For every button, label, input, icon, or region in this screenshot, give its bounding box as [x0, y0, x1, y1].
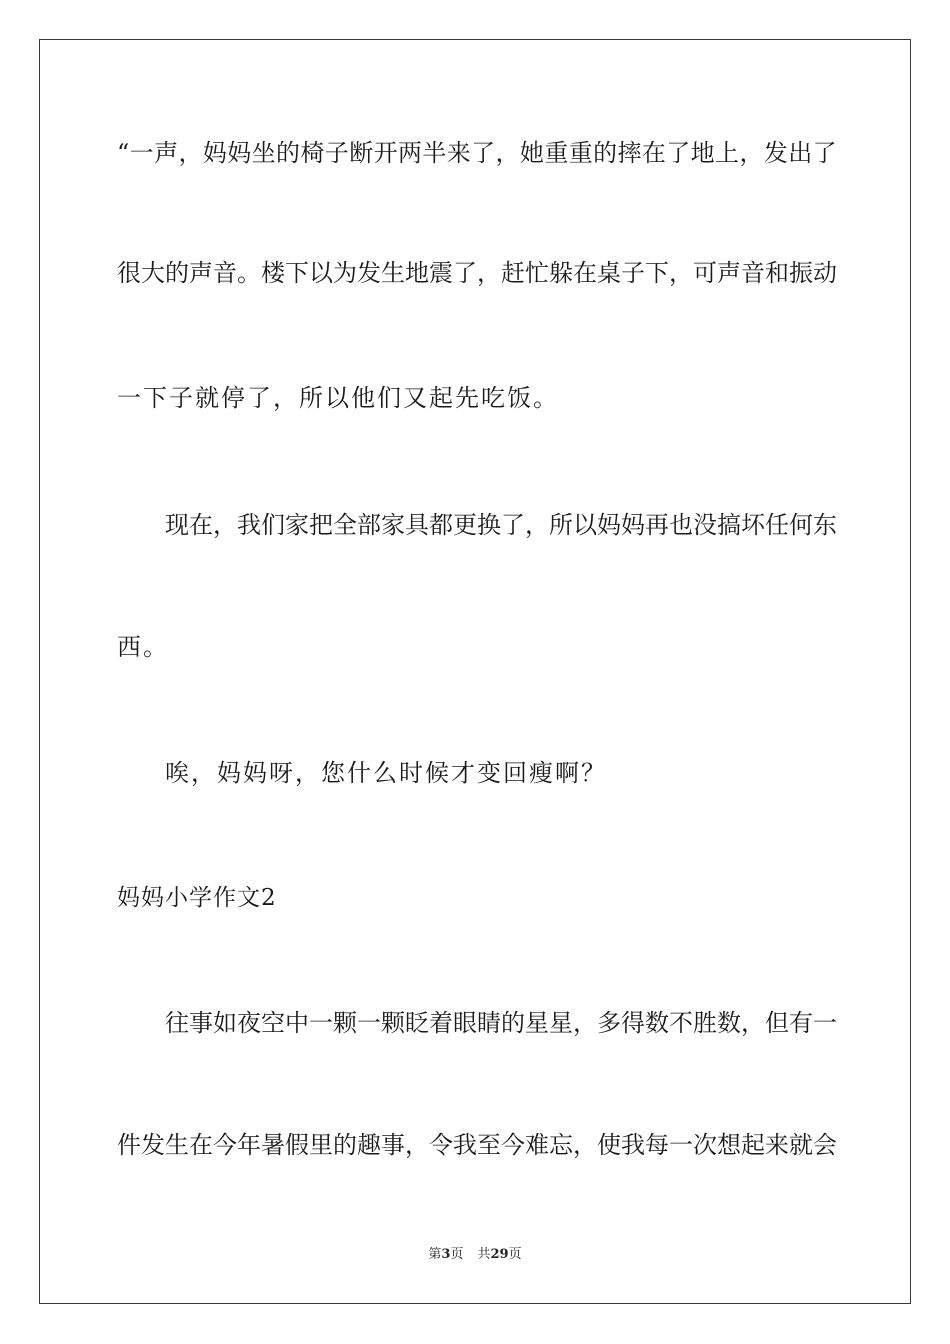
line-character: 换: [477, 511, 501, 539]
page-number-prefix: 第: [428, 1247, 442, 1262]
line-character: 夜: [237, 1009, 261, 1037]
line-character: 今: [213, 1131, 237, 1159]
page-footer: [0, 1246, 950, 1264]
page-number-suffix: 页: [450, 1247, 464, 1262]
line-character: 搞: [717, 511, 741, 539]
line-character: 着: [429, 1009, 453, 1037]
line-character: 眨: [405, 1009, 429, 1037]
line-character: 一: [813, 1009, 837, 1037]
line-character: 椅: [300, 139, 325, 167]
line-character: 躲: [549, 259, 573, 287]
paragraph-line: 西。: [117, 633, 169, 661]
line-character: 地: [405, 259, 429, 287]
line-character: 和: [765, 259, 789, 287]
line-character: 次: [693, 1131, 717, 1159]
line-character: 音: [741, 259, 765, 287]
paragraph-line: [117, 1130, 837, 1160]
line-character: 一: [309, 1009, 333, 1037]
line-character: 事: [381, 1131, 405, 1159]
line-character: 的: [276, 139, 301, 167]
line-character: 如: [213, 1009, 237, 1037]
line-character: 年: [237, 1131, 261, 1159]
line-character: ，: [741, 1009, 765, 1037]
line-character: 多: [597, 1009, 621, 1037]
line-character: 了: [453, 259, 477, 287]
line-character: 的: [165, 259, 189, 287]
line-character: 胜: [693, 1009, 717, 1037]
paragraph-line: 唉，妈妈呀，您什么时候才变回瘦啊？: [165, 759, 607, 787]
line-character: 忙: [525, 259, 549, 287]
line-character: 坏: [741, 511, 765, 539]
line-character: “: [117, 139, 130, 167]
line-character: 星: [549, 1009, 573, 1037]
line-character: 家: [381, 511, 405, 539]
line-character: 在: [641, 139, 666, 167]
line-character: 至: [477, 1131, 501, 1159]
line-character: 趣: [357, 1131, 381, 1159]
line-character: 中: [285, 1009, 309, 1037]
line-character: 我: [453, 1131, 477, 1159]
line-character: 两: [397, 139, 422, 167]
line-character: 但: [765, 1009, 789, 1037]
line-character: 断: [349, 139, 374, 167]
line-character: 都: [429, 511, 453, 539]
line-character: 没: [693, 511, 717, 539]
line-character: 为: [333, 259, 357, 287]
line-character: 重: [544, 139, 569, 167]
line-character: ，: [405, 1131, 429, 1159]
line-character: 颗: [333, 1009, 357, 1037]
line-character: 发: [141, 1131, 165, 1159]
line-character: 我: [621, 1131, 645, 1159]
line-character: 震: [429, 259, 453, 287]
line-character: 们: [261, 511, 285, 539]
line-character: 以: [573, 511, 597, 539]
line-character: 妈: [202, 139, 227, 167]
line-character: 里: [309, 1131, 333, 1159]
line-character: ，: [495, 139, 520, 167]
line-character: 下: [285, 259, 309, 287]
line-character: 了: [501, 511, 525, 539]
line-character: 不: [669, 1009, 693, 1037]
line-character: 我: [237, 511, 261, 539]
line-character: 再: [645, 511, 669, 539]
line-character: ，: [739, 139, 764, 167]
line-character: ，: [573, 1131, 597, 1159]
current-page-number: 3: [441, 1247, 451, 1262]
line-character: 往: [165, 1009, 189, 1037]
line-character: 大: [141, 259, 165, 287]
line-character: 的: [333, 1131, 357, 1159]
line-character: 子: [621, 259, 645, 287]
line-character: 来: [446, 139, 471, 167]
line-character: 了: [666, 139, 691, 167]
line-character: 数: [645, 1009, 669, 1037]
line-character: 眼: [453, 1009, 477, 1037]
line-character: 出: [788, 139, 813, 167]
line-character: 。: [237, 259, 261, 287]
line-character: 妈: [227, 139, 252, 167]
line-character: 具: [405, 511, 429, 539]
line-character: 上: [715, 139, 740, 167]
total-pages-prefix: 共: [477, 1247, 491, 1262]
line-character: 发: [357, 259, 381, 287]
line-character: 的: [501, 1009, 525, 1037]
line-character: 在: [189, 511, 213, 539]
section-heading: 妈妈小学作文2: [117, 885, 277, 911]
line-character: ，: [477, 259, 501, 287]
line-character: 一: [669, 1131, 693, 1159]
line-character: 开: [373, 139, 398, 167]
line-character: 所: [549, 511, 573, 539]
line-character: 部: [357, 511, 381, 539]
line-character: 数: [717, 1009, 741, 1037]
line-character: 一: [129, 139, 154, 167]
line-character: 坐: [251, 139, 276, 167]
line-character: 家: [285, 511, 309, 539]
line-character: 半: [422, 139, 447, 167]
line-character: 难: [525, 1131, 549, 1159]
line-character: 桌: [597, 259, 621, 287]
line-character: 了: [812, 139, 837, 167]
line-character: 使: [597, 1131, 621, 1159]
line-character: 振: [789, 259, 813, 287]
line-character: ，: [525, 511, 549, 539]
line-character: 生: [165, 1131, 189, 1159]
line-character: 更: [453, 511, 477, 539]
line-character: 子: [324, 139, 349, 167]
paragraph-line: [117, 258, 837, 288]
line-character: 一: [357, 1009, 381, 1037]
line-character: 事: [189, 1009, 213, 1037]
paragraph-line: [165, 1008, 837, 1038]
page-border: [39, 39, 911, 1304]
line-character: ，: [669, 259, 693, 287]
line-character: 忘: [549, 1131, 573, 1159]
line-character: 发: [763, 139, 788, 167]
line-character: 可: [693, 259, 717, 287]
line-character: 声: [154, 139, 179, 167]
line-character: 东: [813, 511, 837, 539]
line-character: 以: [309, 259, 333, 287]
line-character: 声: [189, 259, 213, 287]
line-character: 令: [429, 1131, 453, 1159]
line-character: 起: [741, 1131, 765, 1159]
line-character: 每: [645, 1131, 669, 1159]
line-character: 很: [117, 259, 141, 287]
line-character: ，: [178, 139, 203, 167]
line-character: 了: [471, 139, 496, 167]
line-character: 假: [285, 1131, 309, 1159]
line-character: 生: [381, 259, 405, 287]
line-character: 动: [813, 259, 837, 287]
line-character: 暑: [261, 1131, 285, 1159]
total-page-count: 29: [490, 1247, 509, 1262]
line-character: 全: [333, 511, 357, 539]
line-character: 星: [525, 1009, 549, 1037]
line-character: 就: [789, 1131, 813, 1159]
line-character: 颗: [381, 1009, 405, 1037]
line-character: 把: [309, 511, 333, 539]
line-character: 妈: [621, 511, 645, 539]
line-character: 睛: [477, 1009, 501, 1037]
line-character: 件: [117, 1131, 141, 1159]
line-character: 在: [189, 1131, 213, 1159]
line-character: ，: [573, 1009, 597, 1037]
total-pages-suffix: 页: [508, 1247, 522, 1262]
line-character: 今: [501, 1131, 525, 1159]
paragraph-line: [165, 510, 837, 540]
line-character: 有: [789, 1009, 813, 1037]
line-character: 下: [645, 259, 669, 287]
line-character: 声: [717, 259, 741, 287]
line-character: 赶: [501, 259, 525, 287]
line-character: 得: [621, 1009, 645, 1037]
line-character: 地: [690, 139, 715, 167]
paragraph-line: [117, 138, 837, 168]
line-character: 妈: [597, 511, 621, 539]
line-character: 何: [789, 511, 813, 539]
line-character: 的: [593, 139, 618, 167]
line-character: 楼: [261, 259, 285, 287]
line-character: 想: [717, 1131, 741, 1159]
line-character: 摔: [617, 139, 642, 167]
line-character: 在: [573, 259, 597, 287]
line-character: 她: [519, 139, 544, 167]
line-character: 来: [765, 1131, 789, 1159]
line-character: 音: [213, 259, 237, 287]
line-character: 也: [669, 511, 693, 539]
line-character: 空: [261, 1009, 285, 1037]
line-character: 会: [813, 1131, 837, 1159]
line-character: ，: [213, 511, 237, 539]
line-character: 现: [165, 511, 189, 539]
paragraph-line: 一下子就停了，所以他们又起先吃饭。: [117, 384, 559, 412]
line-character: 重: [568, 139, 593, 167]
line-character: 任: [765, 511, 789, 539]
